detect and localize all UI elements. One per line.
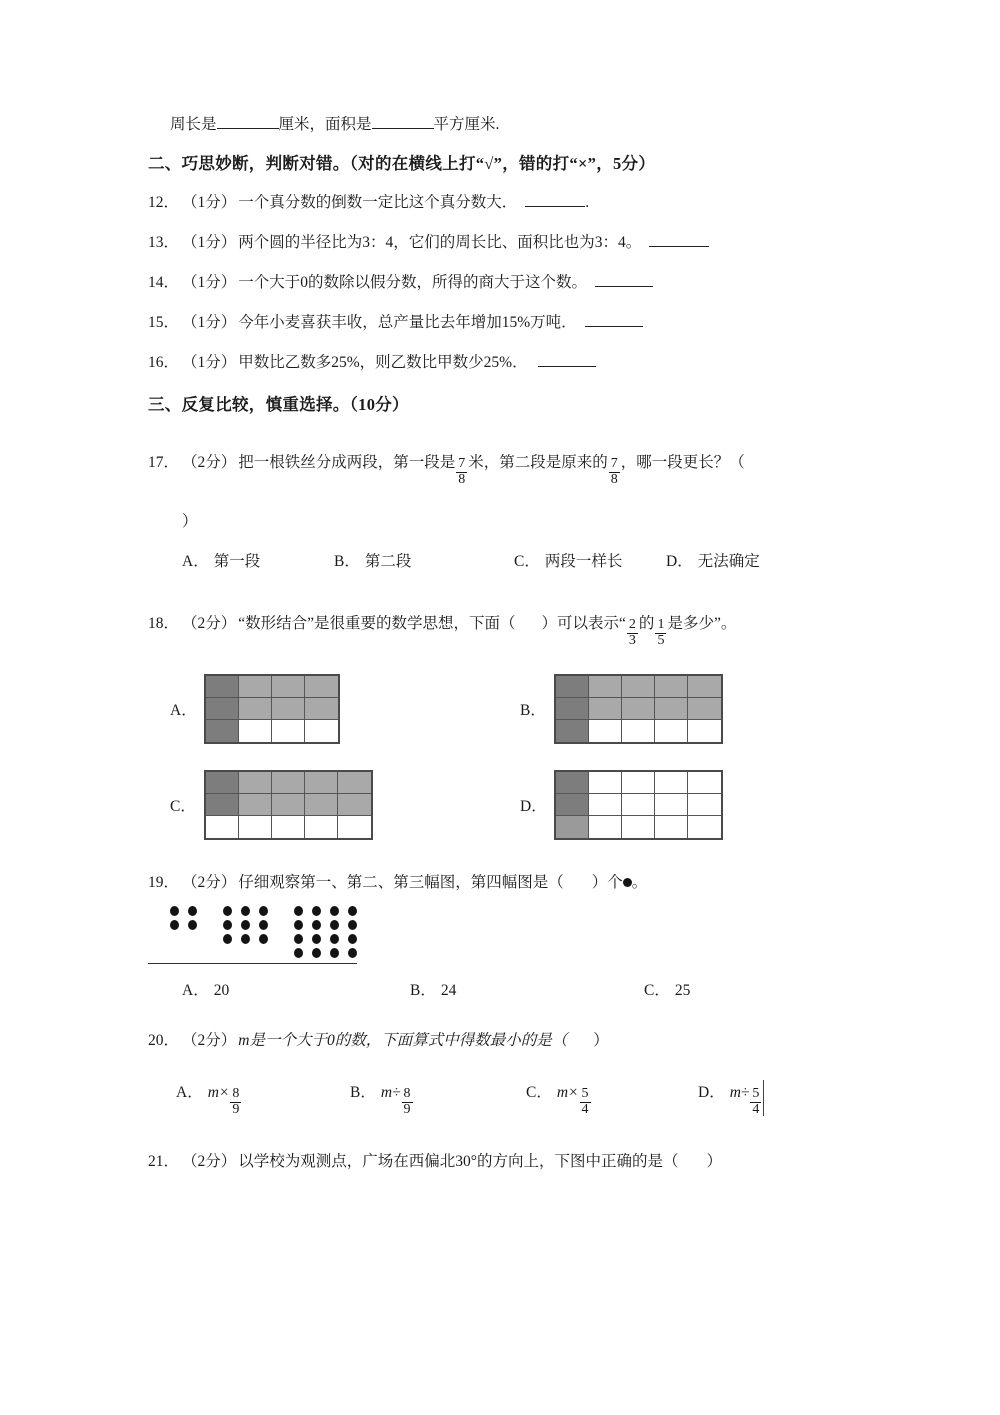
option-operand: m÷	[380, 1084, 401, 1101]
option-label: 25	[674, 982, 691, 999]
question-17-number: 17．	[148, 454, 180, 471]
grid-cell	[622, 676, 655, 698]
option-fraction	[750, 1087, 761, 1117]
grid-cell	[688, 676, 721, 698]
question-20-number: 20．	[148, 1032, 180, 1049]
dot	[312, 934, 321, 944]
grid-cell	[655, 720, 688, 742]
page-edge-mark	[763, 1080, 764, 1116]
question-17-fraction-1	[456, 457, 467, 487]
question-17-text-a: 把一根铁丝分成两段，第一段是	[238, 454, 456, 471]
question-12-number: 12．	[148, 194, 180, 211]
question-18-option-a-label: A．	[170, 702, 197, 719]
grid-cell	[272, 720, 305, 742]
question-20-close-paren: ）	[593, 1032, 609, 1049]
grid-cell	[338, 816, 371, 838]
question-16-number: 16．	[148, 354, 180, 371]
dot-figure-2	[223, 906, 268, 944]
question-14-points: （1分）	[182, 274, 237, 291]
question-17-text-b: 米，第二段是原来的	[468, 454, 608, 471]
dot	[170, 906, 179, 916]
dot-figures-underline	[148, 963, 357, 964]
grid-cell	[622, 794, 655, 816]
option-operand: m×	[207, 1084, 230, 1101]
fraction-denominator: 9	[403, 1102, 411, 1117]
question-13-number: 13．	[148, 234, 180, 251]
question-15	[148, 310, 860, 336]
grid-cell	[556, 772, 589, 794]
fraction-numerator: 5	[581, 1086, 589, 1101]
dot	[259, 934, 268, 944]
question-13-answer-blank[interactable]	[649, 233, 709, 247]
grid-cell	[556, 794, 589, 816]
page-content	[148, 112, 860, 1175]
grid-cell	[239, 816, 272, 838]
grid-cell	[556, 720, 589, 742]
option-key: C．	[526, 1084, 552, 1101]
grid-cell	[305, 794, 338, 816]
grid-cell	[589, 816, 622, 838]
grid-cell	[239, 676, 272, 698]
option-label: 20	[213, 982, 230, 999]
question-21-number: 21．	[148, 1153, 180, 1170]
option-key: B．	[350, 1084, 376, 1101]
carryover-blank-2[interactable]	[372, 115, 434, 129]
question-20-option-a[interactable]	[176, 1080, 350, 1117]
grid-cell	[206, 698, 239, 720]
question-20-option-b[interactable]	[350, 1080, 526, 1117]
question-14-answer-blank[interactable]	[595, 273, 653, 287]
grid-cell	[589, 772, 622, 794]
grid-cell	[655, 676, 688, 698]
question-17-points: （2分）	[182, 454, 237, 471]
grid-cell	[622, 698, 655, 720]
question-18-option-d[interactable]	[520, 770, 723, 840]
carryover-blank-1[interactable]	[217, 115, 279, 129]
question-14	[148, 270, 860, 296]
grid-cell	[338, 772, 371, 794]
grid-cell	[206, 772, 239, 794]
option-key: B．	[334, 553, 360, 570]
question-15-number: 15．	[148, 314, 180, 331]
question-18-grid-a[interactable]	[204, 674, 340, 744]
fraction-denominator: 5	[657, 633, 665, 648]
dot	[330, 920, 339, 930]
question-16-points: （1分）	[182, 354, 237, 371]
carryover-text-after: 平方厘米.	[433, 116, 500, 133]
dot	[348, 920, 357, 930]
question-15-text: 今年小麦喜获丰收，总产量比去年增加15%万吨．	[238, 314, 577, 331]
grid-cell	[272, 698, 305, 720]
dot-figure-3	[294, 906, 357, 958]
question-20-options	[148, 1080, 860, 1117]
fraction-numerator: 7	[610, 456, 618, 471]
question-18-text-c: 的	[638, 615, 655, 632]
question-21-close-paren: ）	[706, 1153, 722, 1170]
option-label: 无法确定	[697, 553, 760, 570]
dot	[294, 934, 303, 944]
option-fraction	[580, 1087, 591, 1117]
fraction-denominator: 8	[458, 472, 466, 487]
grid-cell	[589, 720, 622, 742]
grid-cell	[556, 698, 589, 720]
dot	[312, 948, 321, 958]
grid-cell	[655, 794, 688, 816]
question-17	[148, 450, 860, 487]
question-17-fraction-2	[609, 457, 620, 487]
grid-cell	[338, 794, 371, 816]
grid-cell	[239, 698, 272, 720]
question-19-option-a[interactable]	[182, 978, 410, 1004]
question-18-option-c-label: C．	[170, 798, 196, 815]
dot	[330, 906, 339, 916]
dot	[312, 906, 321, 916]
question-20-points: （2分）	[182, 1032, 237, 1049]
fraction-numerator: 5	[752, 1086, 760, 1101]
question-16-answer-blank[interactable]	[538, 353, 596, 367]
grid-cell	[206, 816, 239, 838]
option-label: 两段一样长	[544, 553, 623, 570]
dot	[241, 906, 250, 916]
question-12-text: 一个真分数的倒数一定比这个真分数大．	[238, 194, 518, 211]
dot	[223, 920, 232, 930]
option-key: C．	[514, 553, 540, 570]
question-17-options	[148, 549, 860, 575]
option-key: A．	[182, 982, 209, 999]
question-21	[148, 1149, 860, 1175]
question-19-option-c[interactable]	[644, 978, 690, 1004]
question-17-option-a[interactable]	[182, 549, 334, 575]
grid-cell	[272, 794, 305, 816]
question-20-option-d[interactable]	[698, 1080, 762, 1117]
question-18-grid-c[interactable]	[204, 770, 373, 840]
question-21-points: （2分）	[182, 1153, 237, 1170]
section-two-heading: 二、巧思妙断，判断对错。（对的在横线上打“√”，错的打“×”，5分）	[148, 154, 656, 173]
fraction-numerator: 7	[458, 456, 466, 471]
question-18-option-b-label: B．	[520, 702, 546, 719]
question-19-number: 19．	[148, 874, 180, 891]
grid-cell	[589, 794, 622, 816]
dot-figure-1	[170, 906, 197, 930]
grid-cell	[239, 720, 272, 742]
question-19-text-a: 仔细观察第一、第二、第三幅图，第四幅图是（	[238, 874, 564, 891]
dot	[348, 906, 357, 916]
grid-cell	[272, 676, 305, 698]
fraction-numerator: 8	[403, 1086, 411, 1101]
option-label: 第一段	[213, 553, 261, 570]
dot	[259, 920, 268, 930]
dot	[223, 906, 232, 916]
dot	[241, 934, 250, 944]
option-key: A．	[176, 1084, 203, 1101]
question-16	[148, 350, 860, 376]
question-12	[148, 190, 860, 216]
question-13	[148, 230, 860, 256]
fraction-denominator: 4	[581, 1102, 589, 1117]
option-key: B．	[410, 982, 436, 999]
option-key: A．	[182, 553, 209, 570]
question-20	[148, 1028, 860, 1054]
question-13-text: 两个圆的半径比为3：4，它们的周长比、面积比也为3：4。	[238, 234, 642, 251]
question-12-trailing: .	[585, 194, 590, 211]
question-17-text-c: ，哪一段更长？（	[620, 454, 745, 471]
carryover-text-before: 周长是	[170, 116, 217, 133]
dot	[330, 948, 339, 958]
fraction-numerator: 8	[232, 1086, 240, 1101]
question-18-points: （2分）	[182, 615, 237, 632]
question-18-figure-row-2	[148, 770, 860, 840]
grid-cell	[206, 794, 239, 816]
grid-cell	[305, 698, 338, 720]
question-18-grid-b[interactable]	[554, 674, 723, 744]
carryover-text-middle: 厘米，面积是	[278, 116, 372, 133]
option-fraction	[230, 1087, 241, 1117]
grid-cell	[206, 720, 239, 742]
question-18-fraction-2	[655, 618, 666, 648]
dot	[188, 920, 197, 930]
dot	[330, 934, 339, 944]
option-key: C．	[644, 982, 670, 999]
grid-cell	[589, 698, 622, 720]
question-15-points: （1分）	[182, 314, 237, 331]
question-18-fraction-1	[627, 618, 638, 648]
question-18-option-d-label: D．	[520, 798, 547, 815]
question-17-close-paren: ）	[182, 513, 198, 530]
question-18-text-b: ）可以表示“	[541, 615, 626, 632]
grid-cell	[589, 676, 622, 698]
question-21-text: 以学校为观测点，广场在西偏北30°的方向上，下图中正确的是（	[238, 1153, 679, 1170]
grid-cell	[272, 772, 305, 794]
question-19-dot-figures	[148, 906, 860, 964]
question-13-points: （1分）	[182, 234, 237, 251]
option-label: 第二段	[364, 553, 412, 570]
grid-cell	[688, 698, 721, 720]
fraction-numerator: 2	[628, 617, 636, 632]
option-key: D．	[666, 553, 693, 570]
option-operand: m÷	[729, 1084, 750, 1101]
question-20-option-c[interactable]	[526, 1080, 698, 1117]
question-14-text: 一个大于0的数除以假分数，所得的商大于这个数。	[238, 274, 588, 291]
dot	[294, 906, 303, 916]
grid-cell	[688, 772, 721, 794]
question-12-points: （1分）	[182, 194, 237, 211]
question-17-option-b[interactable]	[334, 549, 514, 575]
grid-cell	[239, 794, 272, 816]
grid-cell	[688, 794, 721, 816]
question-19	[148, 870, 860, 896]
grid-cell	[622, 772, 655, 794]
dot	[294, 920, 303, 930]
question-14-number: 14．	[148, 274, 180, 291]
question-19-text-b: ）个	[591, 874, 623, 891]
grid-cell	[239, 772, 272, 794]
question-15-answer-blank[interactable]	[585, 313, 643, 327]
question-16-text: 甲数比乙数多25%，则乙数比甲数少25%．	[238, 354, 528, 371]
question-18-grid-d[interactable]	[554, 770, 723, 840]
grid-cell	[688, 720, 721, 742]
grid-cell	[556, 816, 589, 838]
option-operand: m×	[556, 1084, 579, 1101]
grid-cell	[688, 816, 721, 838]
question-18-option-b[interactable]	[520, 674, 723, 744]
fraction-denominator: 4	[752, 1102, 760, 1117]
dot	[223, 934, 232, 944]
dot	[241, 920, 250, 930]
question-19-points: （2分）	[182, 874, 237, 891]
question-20-text: m是一个大于0的数，下面算式中得数最小的是（	[238, 1032, 568, 1049]
grid-cell	[655, 698, 688, 720]
filled-circle-icon	[623, 878, 632, 887]
section-three-heading: 三、反复比较，慎重选择。（10分）	[148, 395, 409, 414]
carryover-fill-line	[148, 112, 860, 138]
fraction-numerator: 1	[657, 617, 665, 632]
option-key: D．	[698, 1084, 725, 1101]
dot	[348, 934, 357, 944]
fraction-denominator: 8	[610, 472, 618, 487]
fraction-denominator: 3	[628, 633, 636, 648]
dot	[170, 920, 179, 930]
dot	[188, 906, 197, 916]
question-18-number: 18．	[148, 615, 180, 632]
question-17-option-d[interactable]	[666, 549, 760, 575]
question-19-option-b[interactable]	[410, 978, 644, 1004]
dot	[348, 948, 357, 958]
dot	[294, 948, 303, 958]
question-19-text-c: 。	[631, 874, 648, 891]
question-18-figure-row-1	[148, 674, 860, 744]
grid-cell	[556, 676, 589, 698]
grid-cell	[305, 816, 338, 838]
grid-cell	[655, 772, 688, 794]
option-fraction	[402, 1087, 413, 1117]
option-label: 24	[440, 982, 457, 999]
grid-cell	[622, 816, 655, 838]
dot	[312, 920, 321, 930]
grid-cell	[206, 676, 239, 698]
question-18-text-d: 是多少”。	[667, 615, 737, 632]
question-18-option-c[interactable]	[170, 770, 520, 840]
grid-cell	[305, 720, 338, 742]
question-18-option-a[interactable]	[170, 674, 520, 744]
question-17-option-c[interactable]	[514, 549, 666, 575]
question-19-options	[148, 978, 860, 1004]
grid-cell	[622, 720, 655, 742]
grid-cell	[305, 676, 338, 698]
question-12-answer-blank[interactable]	[525, 193, 585, 207]
dot	[259, 906, 268, 916]
question-18	[148, 611, 860, 648]
grid-cell	[655, 816, 688, 838]
question-18-text-a: “数形结合”是很重要的数学思想，下面（	[238, 615, 516, 632]
fraction-denominator: 9	[232, 1102, 240, 1117]
grid-cell	[272, 816, 305, 838]
grid-cell	[305, 772, 338, 794]
